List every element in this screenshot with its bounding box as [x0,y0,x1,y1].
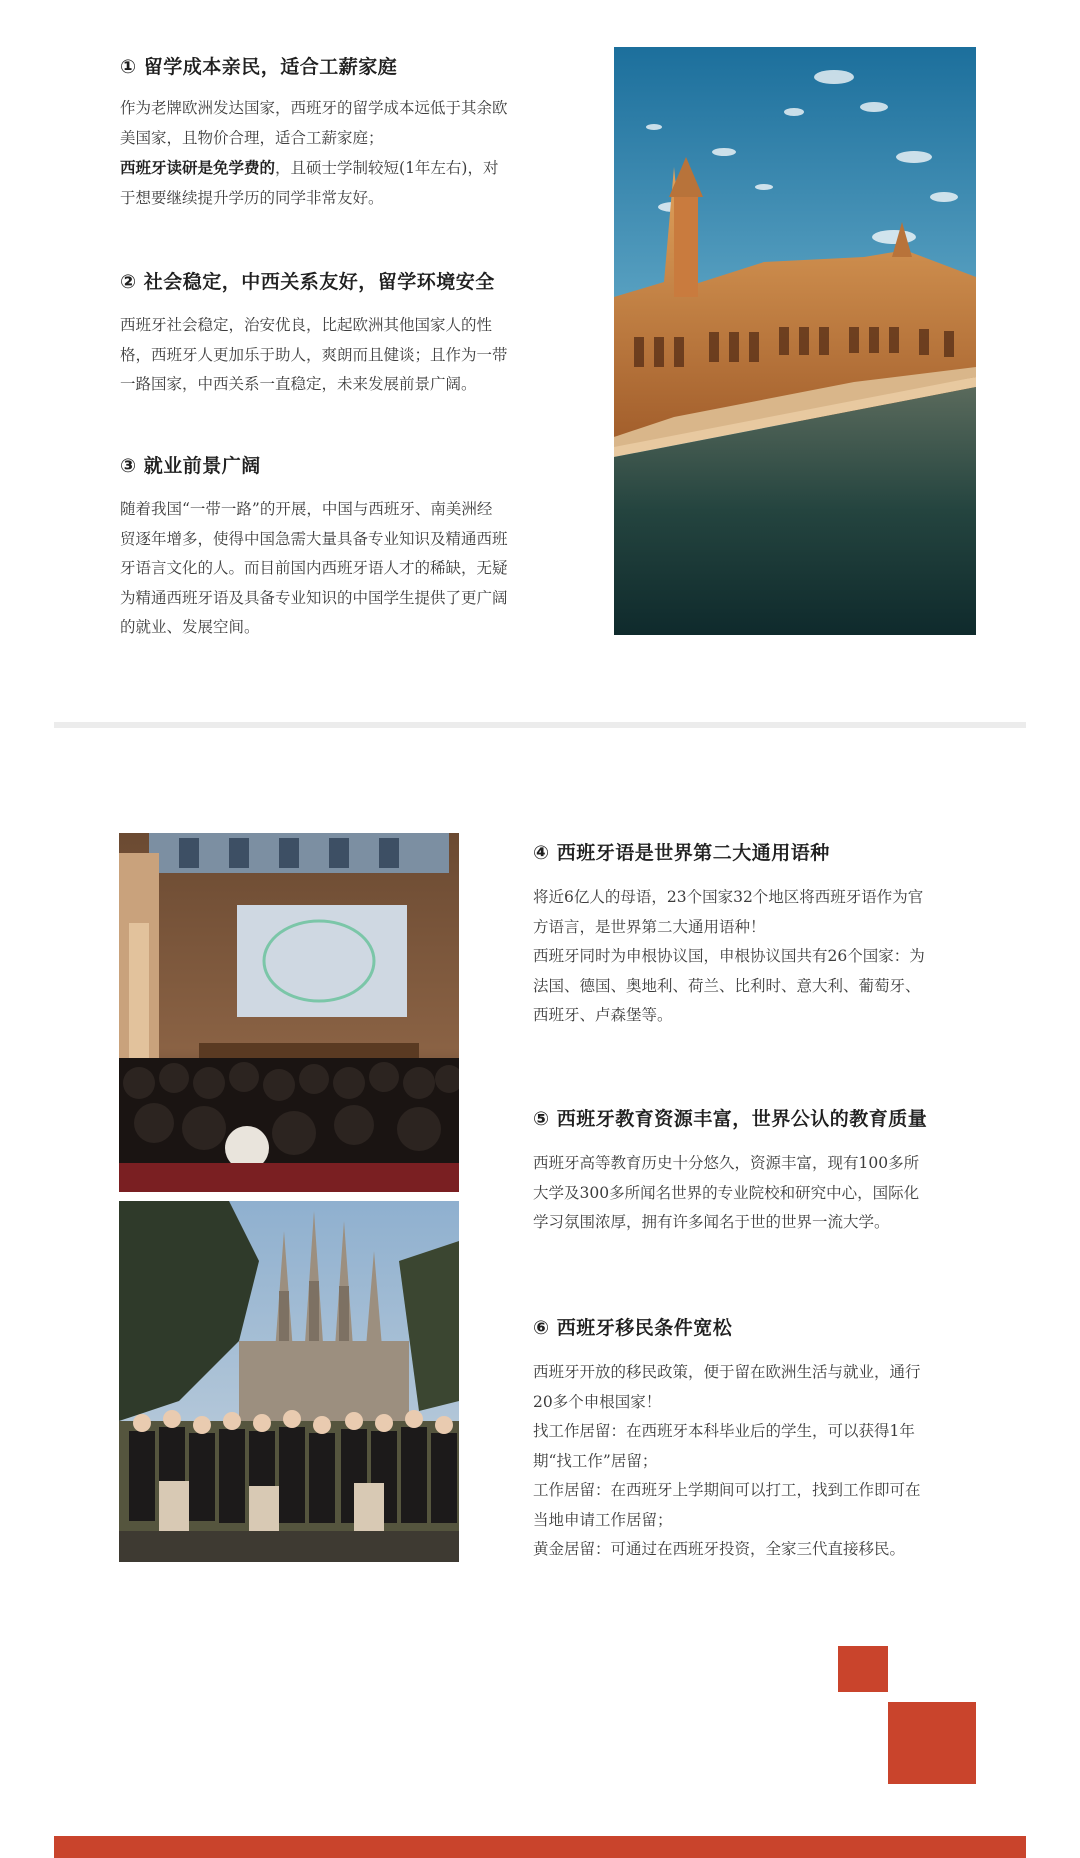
plaza-de-espana-photo [614,47,976,635]
benefit-6-line: 20多个申根国家！ [533,1392,662,1411]
benefit-1-line: 西班牙读研是免学费的，且硕士学制较短(1年左右)，对 [120,158,499,177]
benefit-3-line: 贸逐年增多，使得中国急需大量具备专业知识及精通西班 [120,529,508,548]
decor-square-small [838,1646,888,1692]
benefit-6-line: 工作居留：在西班牙上学期间可以打工，找到工作即可在 [533,1481,921,1499]
benefit-1-line: 作为老牌欧洲发达国家，西班牙的留学成本远低于其余欧 [120,99,508,117]
benefit-2-line: 格，西班牙人更加乐于助人，爽朗而且健谈；且作为一带 [120,345,508,364]
benefit-2-body [120,311,580,400]
benefit-4-line: 将近6亿人的母语，23个国家32个地区将西班牙语作为官 [533,888,924,906]
benefit-4-heading: ④ 西班牙语是世界第二大通用语种 [533,842,830,864]
benefit-2-line: 一路国家，中西关系一直稳定，未来发展前景广阔。 [120,375,477,393]
benefit-5 [533,1104,1003,1238]
benefit-4-line: 西班牙同时为申根协议国，申根协议国共有26个国家：为 [533,947,925,965]
benefit-6-line: 期“找工作”居留； [533,1451,658,1470]
benefit-3-line: 的就业、发展空间。 [120,618,260,636]
benefit-1-line: 美国家，且物价合理，适合工薪家庭； [120,128,384,147]
benefit-4 [533,838,1003,1031]
footer-bar [54,1836,1026,1858]
benefit-6-body [533,1358,1003,1565]
benefit-1-line: 于想要继续提升学历的同学非常友好。 [120,188,384,207]
benefit-4-line: 法国、德国、奥地利、荷兰、比利时、意大利、葡萄牙、 [533,976,921,995]
benefit-6-line: 西班牙开放的移民政策，便于留在欧洲生活与就业，通行 [533,1363,921,1381]
benefit-1-heading: ① 留学成本亲民，适合工薪家庭 [120,56,398,78]
benefit-4-body [533,883,1003,1031]
benefit-5-heading: ⑤ 西班牙教育资源丰富，世界公认的教育质量 [533,1108,928,1130]
benefit-3 [120,451,580,643]
benefit-5-line: 西班牙高等教育历史十分悠久，资源丰富，现有100多所 [533,1154,920,1172]
benefit-1 [120,52,580,213]
free-tuition-highlight: 西班牙读研是免学费的 [120,158,276,177]
benefit-3-heading: ③ 就业前景广阔 [120,455,261,477]
benefit-5-line: 大学及300多所闻名世界的专业院校和研究中心，国际化 [533,1183,920,1202]
benefit-3-body [120,495,580,643]
benefit-6-line: 找工作居留：在西班牙本科毕业后的学生，可以获得1年 [533,1422,915,1440]
benefit-3-line: 随着我国“一带一路”的开展，中国与西班牙、南美洲经 [120,500,493,518]
benefit-2-line: 西班牙社会稳定，治安优良，比起欧洲其他国家人的性 [120,316,493,334]
benefit-5-line: 学习氛围浓厚，拥有许多闻名于世的世界一流大学。 [533,1213,890,1231]
benefit-1-body [120,94,580,213]
lecture-hall-photo [119,833,459,1192]
benefit-4-line: 西班牙、卢森堡等。 [533,1006,673,1024]
benefit-6-heading: ⑥ 西班牙移民条件宽松 [533,1317,733,1339]
sagrada-familia-group-photo [119,1201,459,1562]
benefit-2 [120,267,580,400]
benefit-6-line: 黄金居留：可通过在西班牙投资，全家三代直接移民。 [533,1540,906,1558]
benefit-6 [533,1313,1003,1565]
benefit-2-heading: ② 社会稳定，中西关系友好，留学环境安全 [120,271,495,293]
decor-square-large [888,1702,976,1784]
section-divider [54,722,1026,728]
benefit-6-line: 当地申请工作居留； [533,1510,673,1529]
benefit-4-line: 方语言，是世界第二大通用语种！ [533,917,766,936]
benefit-3-line: 为精通西班牙语及具备专业知识的中国学生提供了更广阔 [120,588,508,607]
benefit-5-body [533,1149,1003,1238]
benefit-3-line: 牙语言文化的人。而目前国内西班牙语人才的稀缺，无疑 [120,559,508,577]
